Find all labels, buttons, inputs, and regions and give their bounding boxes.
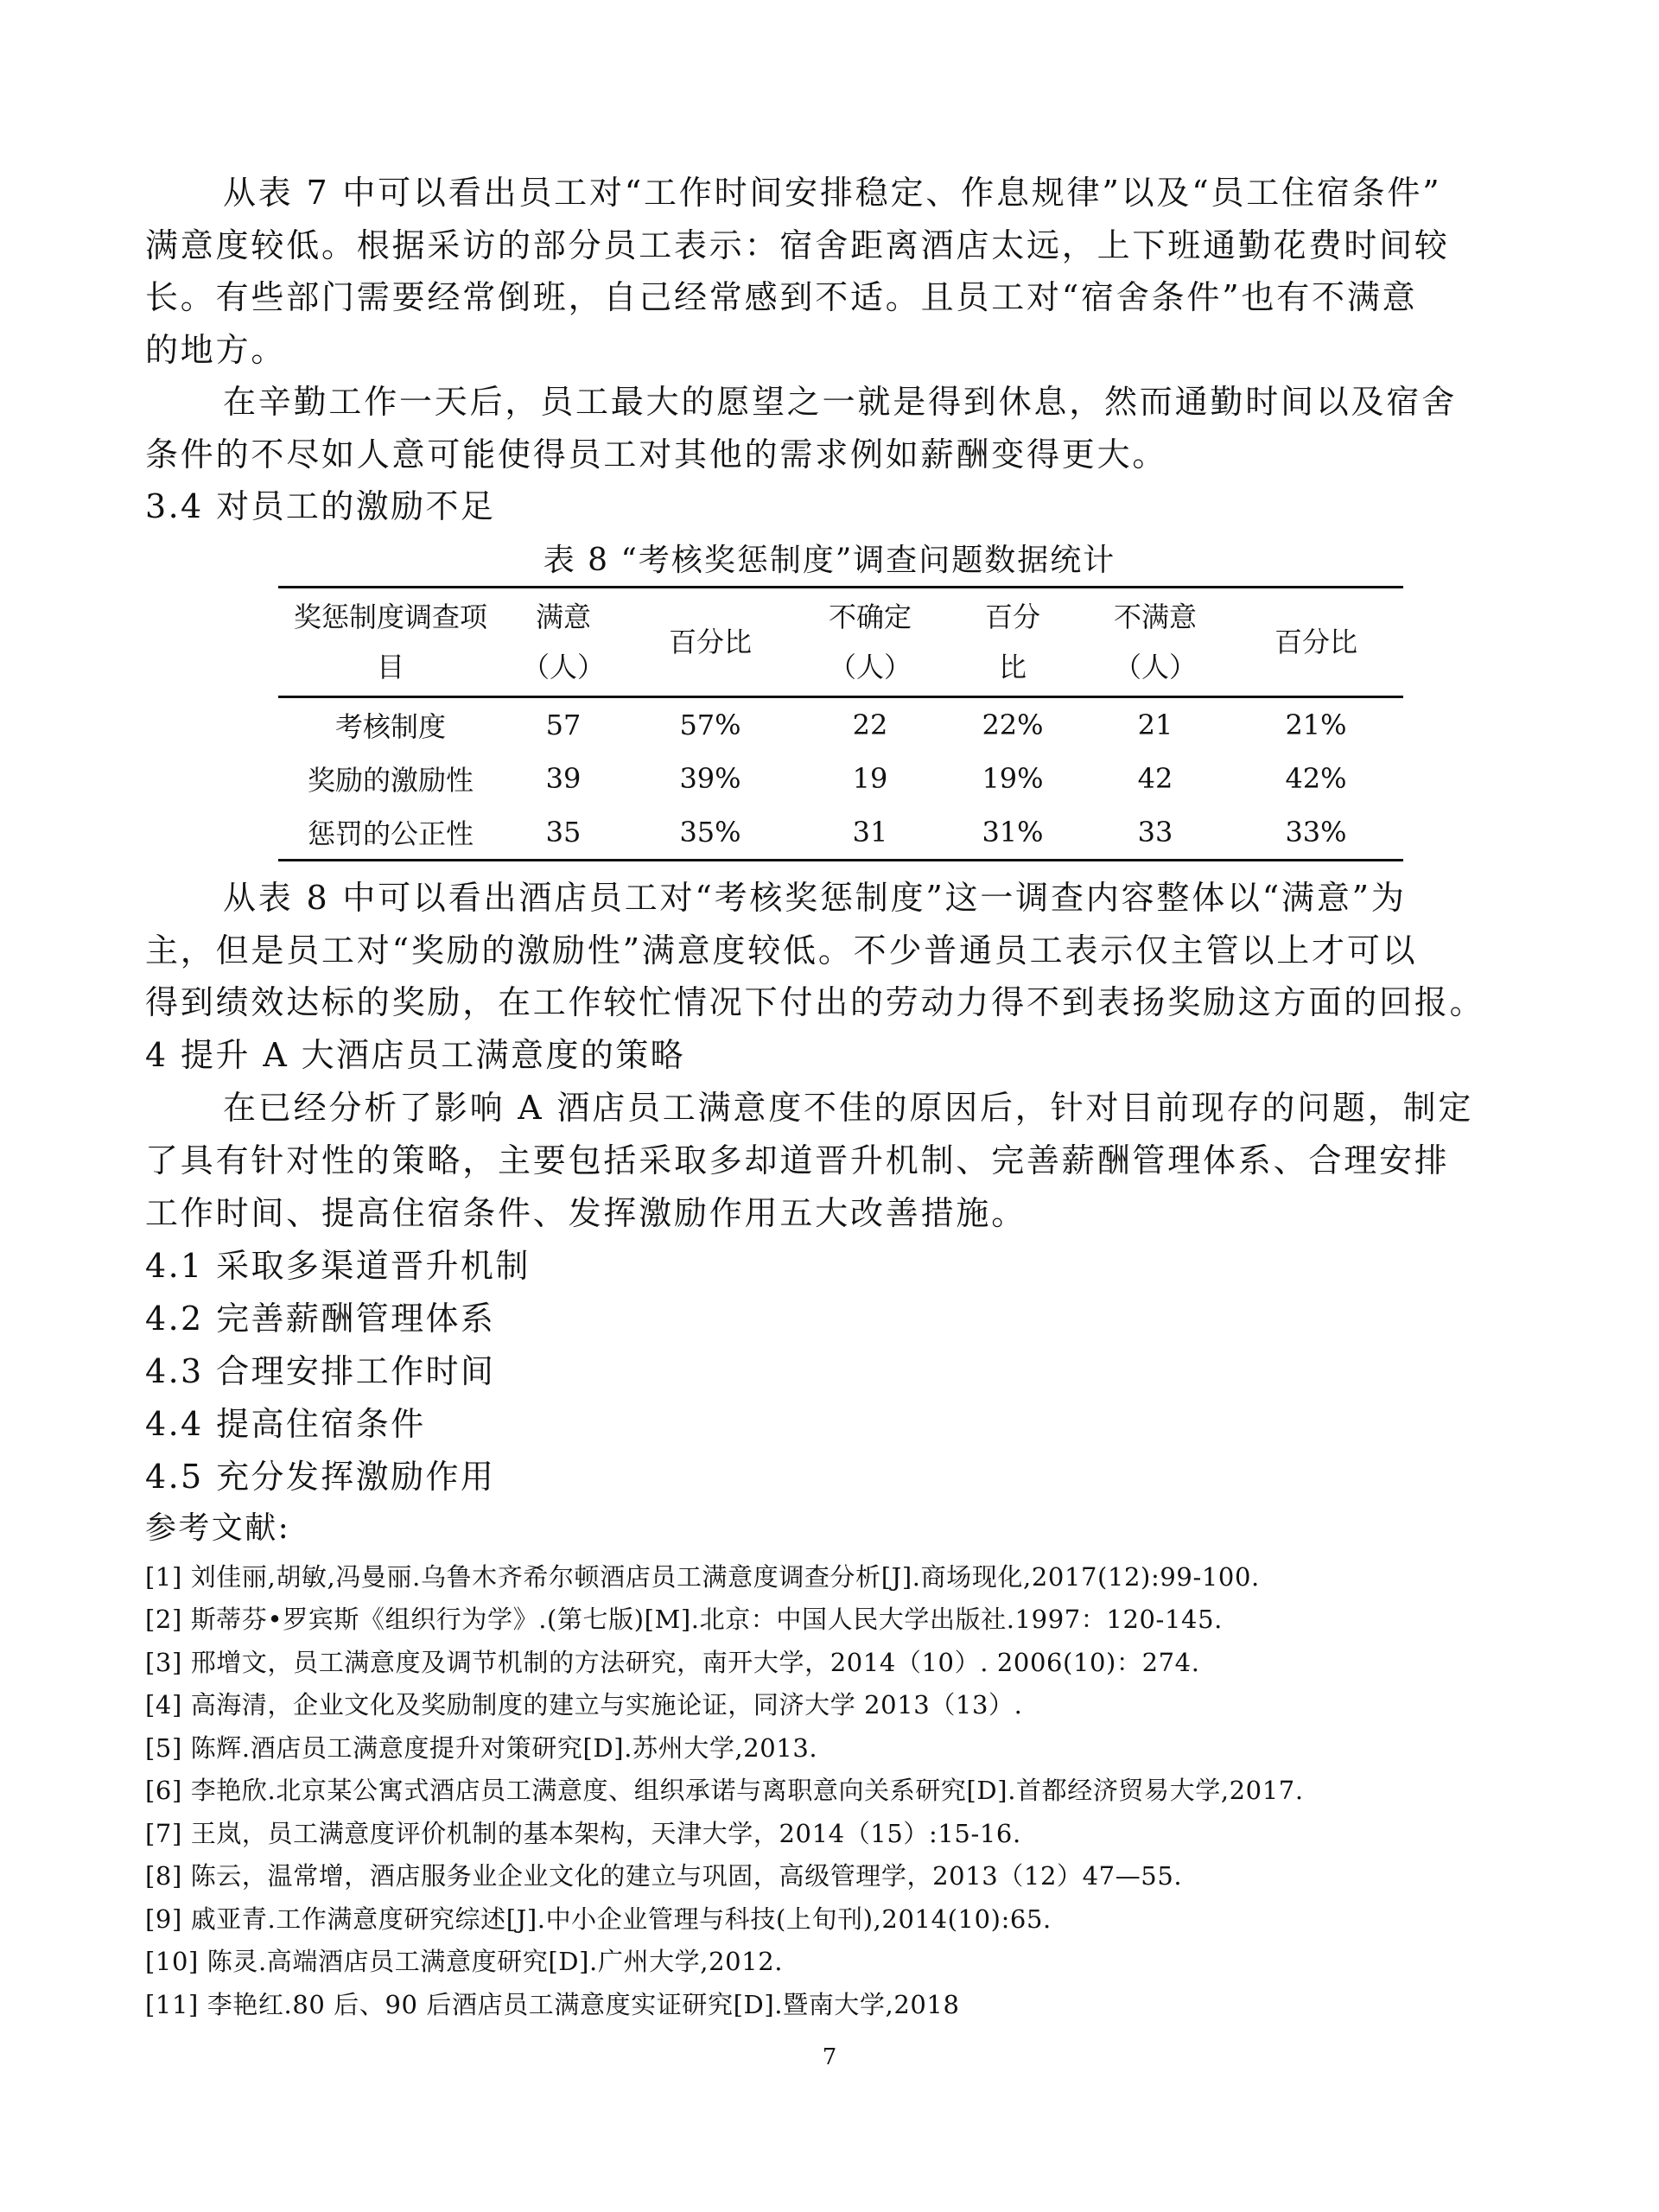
table-cell: 考核制度 (334, 710, 446, 743)
header-cell: 满意 （人） (521, 601, 605, 683)
reference-item: [9] 戚亚青.工作满意度研究综述[J].中小企业管理与科技(上旬刊),2014(10):65. (145, 1904, 1052, 1934)
table-cell: 奖励的激励性 (307, 764, 474, 797)
table-cell: 35% (679, 816, 741, 849)
table-cell: 33 (1137, 816, 1173, 849)
table-cell: 22 (852, 709, 888, 741)
table-cell: 42 (1137, 762, 1173, 795)
references-heading: 参考文献: (145, 1510, 291, 1546)
page-number: 7 (822, 2044, 837, 2070)
text-line: 主，但是员工对“奖励的激励性”满意度较低。不少普通员工表示仅主管以上才可以 (145, 931, 1418, 969)
text-line: 从表 7 中可以看出员工对“工作时间安排稳定、作息规律”以及“员工住宿条件” (223, 174, 1442, 212)
table-cell: 19% (982, 762, 1044, 795)
header-cell: 百分比 (1274, 626, 1357, 658)
reference-item: [10] 陈灵.高端酒店员工满意度研究[D].广州大学,2012. (145, 1947, 784, 1976)
header-cell: 不满意 （人） (1113, 601, 1197, 683)
reference-item: [7] 王岚，员工满意度评价机制的基本架构，天津大学，2014（15）:15-16. (145, 1819, 1021, 1848)
text-line: 在已经分析了影响 A 酒店员工满意度不佳的原因后，针对目前现存的问题，制定 (223, 1089, 1474, 1127)
text-line: 在辛勤工作一天后，员工最大的愿望之一就是得到休息，然而通勤时间以及宿舍 (223, 383, 1458, 421)
table-cell: 21 (1137, 709, 1173, 741)
data-table-8 (278, 586, 1403, 861)
text-line: 工作时间、提高住宿条件、发挥激励作用五大改善措施。 (145, 1194, 1027, 1232)
table-row (278, 697, 1403, 753)
text-line: 得到绩效达标的奖励，在工作较忙情况下付出的劳动力得不到表扬奖励这方面的回报。 (145, 983, 1485, 1021)
table-cell: 31% (982, 816, 1044, 849)
table-cell: 19 (852, 762, 888, 795)
table-cell: 22% (982, 709, 1044, 741)
table-cell: 57 (545, 709, 582, 741)
table-cell: 惩罚的公正性 (307, 817, 474, 850)
text-line: 从表 8 中可以看出酒店员工对“考核奖惩制度”这一调查内容整体以“满意”为 (223, 879, 1407, 917)
section-heading-4-2: 4.2 完善薪酬管理体系 (145, 1300, 496, 1338)
table-caption: 表 8 “考核奖惩制度”调查问题数据统计 (543, 543, 1116, 578)
section-heading-4-3: 4.3 合理安排工作时间 (145, 1352, 496, 1390)
text-line: 满意度较低。根据采访的部分员工表示：宿舍距离酒店太远，上下班通勤花费时间较 (145, 226, 1450, 264)
table-cell: 57% (679, 709, 741, 741)
table-row (278, 752, 1403, 805)
text-line: 条件的不尽如人意可能使得员工对其他的需求例如薪酬变得更大。 (145, 435, 1168, 474)
section-heading-4: 4 提升 A 大酒店员工满意度的策略 (145, 1036, 686, 1074)
reference-item: [11] 李艳红.80 后、90 后酒店员工满意度实证研究[D].暨南大学,2018 (145, 1990, 960, 2019)
reference-item: [4] 高海清，企业文化及奖励制度的建立与实施论证，同济大学 2013（13）. (145, 1690, 1023, 1719)
header-cell: 不确定 （人） (828, 601, 912, 683)
table-cell: 33% (1285, 816, 1347, 849)
header-cell: 百分 比 (984, 601, 1040, 683)
table-cell: 39 (545, 762, 582, 795)
reference-item: [1] 刘佳丽,胡敏,冯曼丽.乌鲁木齐希尔顿酒店员工满意度调查分析[J].商场现化,2017(12):99-100. (145, 1562, 1260, 1592)
reference-item: [5] 陈辉.酒店员工满意度提升对策研究[D].苏州大学,2013. (145, 1733, 818, 1763)
table-row (278, 805, 1403, 861)
reference-item: [8] 陈云，温常增，酒店服务业企业文化的建立与巩固，高级管理学，2013（12）47—55. (145, 1861, 1183, 1891)
table-cell: 21% (1285, 709, 1347, 741)
table-cell: 42% (1285, 762, 1347, 795)
header-cell: 奖惩制度调查项 目 (293, 601, 487, 683)
header-cell: 百分比 (668, 626, 752, 658)
text-line: 了具有针对性的策略，主要包括采取多却道晋升机制、完善薪酬管理体系、合理安排 (145, 1141, 1450, 1179)
section-heading-3-4: 3.4 对员工的激励不足 (145, 487, 496, 525)
text-line: 长。有些部门需要经常倒班，自己经常感到不适。且员工对“宿舍条件”也有不满意 (145, 278, 1418, 316)
table-cell: 31 (852, 816, 888, 849)
reference-item: [2] 斯蒂芬•罗宾斯《组织行为学》.(第七版)[M].北京：中国人民大学出版社.1997：120-145. (145, 1605, 1223, 1634)
section-heading-4-1: 4.1 采取多渠道晋升机制 (145, 1247, 531, 1285)
reference-item: [3] 邢增文，员工满意度及调节机制的方法研究，南开大学，2014（10）. 2006(10)：274. (145, 1648, 1200, 1677)
text-line: 的地方。 (145, 331, 287, 369)
section-heading-4-4: 4.4 提高住宿条件 (145, 1405, 426, 1443)
table-cell: 35 (545, 816, 582, 849)
table-header-row (278, 588, 1403, 697)
section-heading-4-5: 4.5 充分发挥激励作用 (145, 1458, 496, 1496)
table-cell: 39% (679, 762, 741, 795)
reference-item: [6] 李艳欣.北京某公寓式酒店员工满意度、组织承诺与离职意向关系研究[D].首都经济贸易大学,2017. (145, 1776, 1304, 1805)
